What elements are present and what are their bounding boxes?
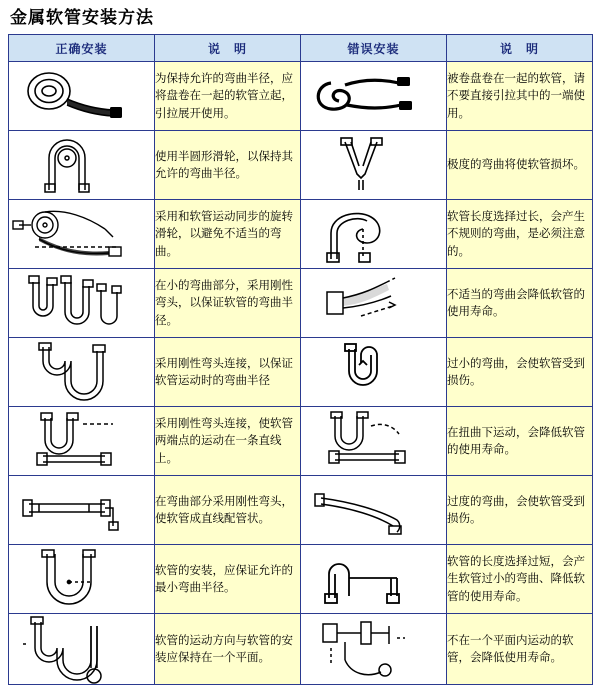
same-plane-motion-icon [9, 614, 155, 685]
description-cell: 采用和软管运动同步的旋转滑轮，以避免不适当的弯曲。 [155, 200, 301, 269]
description-cell: 在小的弯曲部分，采用刚性弯头，以保证软管的弯曲半径。 [155, 269, 301, 338]
description-cell: 过小的弯曲，会使软管受到损伤。 [447, 338, 593, 407]
semicircular-sheave-icon [9, 131, 155, 200]
page-title: 金属软管安装方法 [10, 8, 154, 28]
description-cell: 软管的安装，应保证允许的最小弯曲半径。 [155, 545, 301, 614]
description-cell: 软管的运动方向与软管的安装应保持在一个平面。 [155, 614, 301, 685]
rigid-elbow-u-loop-icon [9, 338, 155, 407]
description-cell: 不在一个平面内运动的软管，会降低使用寿命。 [447, 614, 593, 685]
description-cell: 极度的弯曲将使软管损坏。 [447, 131, 593, 200]
rigid-elbow-small-bend-icon [9, 269, 155, 338]
coiled-hose-upright-icon [9, 62, 155, 131]
description-cell: 在扭曲下运动，会降低软管的使用寿命。 [447, 407, 593, 476]
table-row [9, 407, 593, 476]
description-cell: 采用刚性弯头连接，以保证软管运动时的弯曲半径 [155, 338, 301, 407]
description-cell: 为保持允许的弯曲半径，应将盘卷在一起的软管立起，引拉展开使用。 [155, 62, 301, 131]
straight-pipe-elbow-icon [9, 476, 155, 545]
improper-tight-bend-icon [301, 269, 447, 338]
rigid-elbow-straight-line-icon [9, 407, 155, 476]
coiled-hose-pulled-straight-icon [301, 62, 447, 131]
description-cell: 不适当的弯曲会降低软管的使用寿命。 [447, 269, 593, 338]
table-row [9, 62, 593, 131]
long-irregular-loop-icon [301, 200, 447, 269]
table-row [9, 545, 593, 614]
description-cell: 在弯曲部分采用刚性弯头，使软管成直线配管状。 [155, 476, 301, 545]
min-bend-radius-u-icon [9, 545, 155, 614]
description-cell: 软管的长度选择过短，会产生软管过小的弯曲、降低软管的使用寿命。 [447, 545, 593, 614]
description-cell: 被卷盘卷在一起的软管，请不要直接引拉其中的一端使用。 [447, 62, 593, 131]
table-row [9, 614, 593, 685]
table-row [9, 338, 593, 407]
header-description-wrong: 说 明 [447, 35, 593, 62]
header-correct-install: 正确安装 [9, 35, 155, 62]
description-cell: 采用刚性弯头连接，使软管两端点的运动在一条直线上。 [155, 407, 301, 476]
table-header-row [9, 35, 593, 62]
out-of-plane-motion-icon [301, 614, 447, 685]
table-row [9, 476, 593, 545]
description-cell: 使用半圆形滑轮，以保持其允许的弯曲半径。 [155, 131, 301, 200]
table-row [9, 131, 593, 200]
hose-installation-table [8, 34, 593, 685]
excessive-bend-icon [301, 476, 447, 545]
torsion-bend-icon [301, 407, 447, 476]
description-cell: 软管长度选择过长，会产生不规则的弯曲，是必须注意的。 [447, 200, 593, 269]
too-long-hose-icon [301, 545, 447, 614]
too-small-bend-icon [301, 338, 447, 407]
rotating-sheave-sync-icon [9, 200, 155, 269]
table-row [9, 269, 593, 338]
header-wrong-install: 错误安装 [301, 35, 447, 62]
table-row [9, 200, 593, 269]
sharp-v-bend-icon [301, 131, 447, 200]
header-description-correct: 说 明 [155, 35, 301, 62]
description-cell: 过度的弯曲，会使软管受到损伤。 [447, 476, 593, 545]
